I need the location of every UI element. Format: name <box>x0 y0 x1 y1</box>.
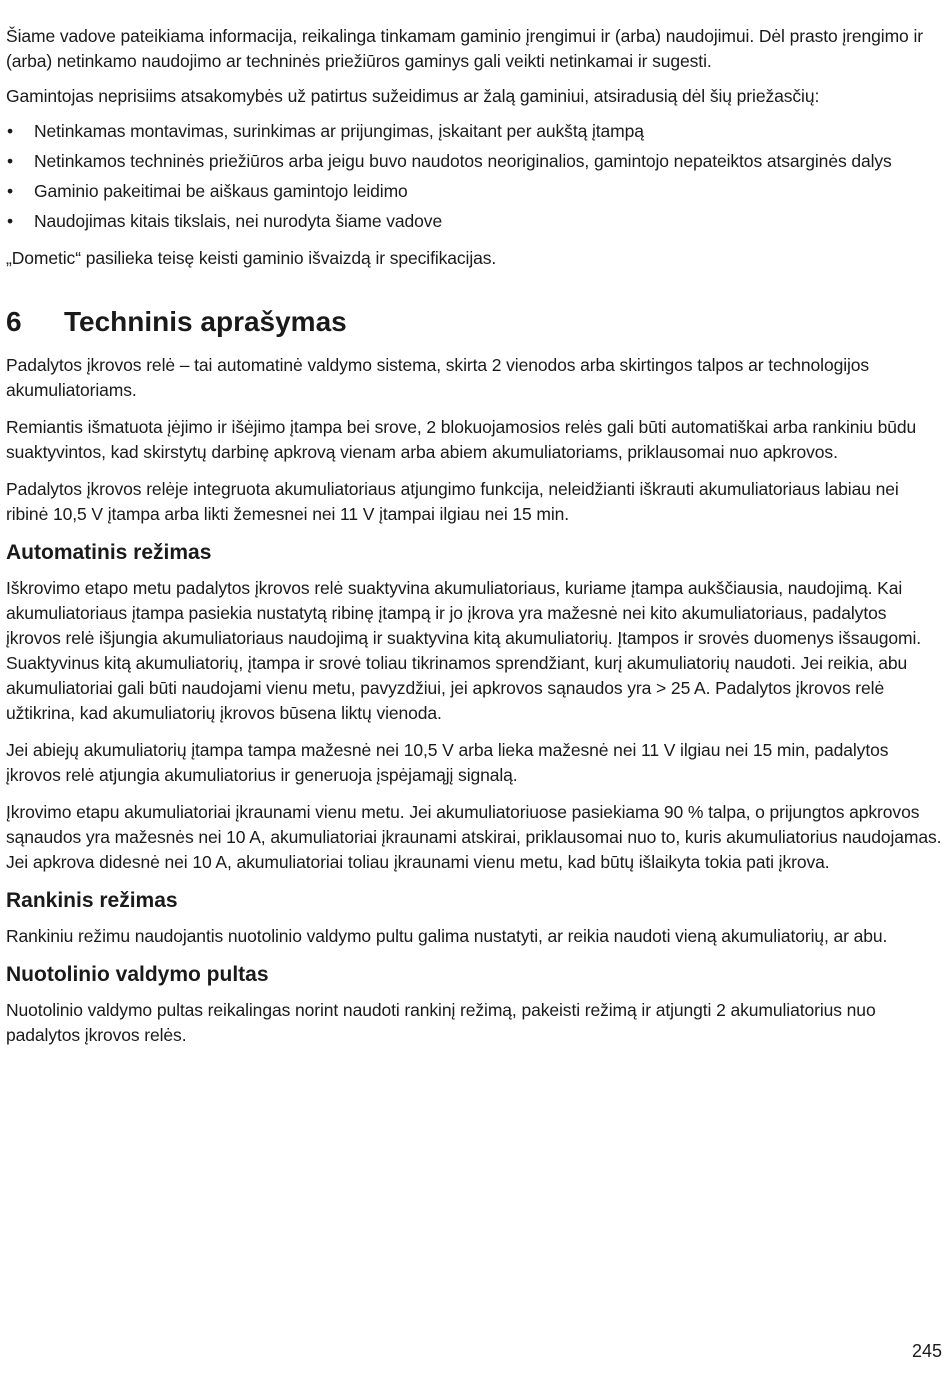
manual-mode-paragraph: Rankiniu režimu naudojantis nuotolinio valdymo pultu galima nustatyti, ar reikia naudoti vieną akumuliatorių, ar abu. <box>6 926 888 946</box>
remote-paragraph: Nuotolinio valdymo pultas reikalingas norint naudoti rankinį režimą, pakeisti režimą ir atjungti 2 akumuliatorius nuo padalytos įkrovos relės. <box>6 1000 876 1045</box>
remote-heading: Nuotolinio valdymo pultas <box>6 963 269 986</box>
section-title: Techninis aprašymas <box>64 306 347 337</box>
bullet-icon: • <box>7 211 14 231</box>
auto-mode-paragraph-2: Jei abiejų akumuliatorių įtampa tampa mažesnė nei 10,5 V arba lieka mažesnė nei 11 V ilgiau nei 15 min, padalytos įkrovos relė atjungia akumuliatorius ir generuoja įspėjamąjį signalą. <box>6 740 889 785</box>
auto-mode-heading: Automatinis režimas <box>6 541 212 564</box>
list-item <box>6 149 942 174</box>
auto-mode-paragraph-1: Iškrovimo etapo metu padalytos įkrovos relė suaktyvina akumuliatoriaus, kuriame įtampa aukščiausia, naudojimą. Kai akumuliatoriaus įtampa pasiekia nustatytą ribinę įtampą ir jo įkrova yra mažesnė nei kito akumuliatoriaus, padalytos įkrovos relė išjungia akumuliatoriaus naudojimą ir suaktyvina kitą akumuliatorių. Įtampos ir srovės duomenys išsaugomi. Suaktyvinus kitą akumuliatorių, įtampa ir srovė toliau tikrinamos sprendžiant, kurį akumuliatorių naudoti. Jei reikia, abu akumuliatoriai gali būti naudojami vienu metu, pavyzdžiui, jei apkrovos sąnaudos yra > 25 A. Padalytos įkrovos relė užtikrina, kad akumuliatorių įkrovos būsena liktų vienoda. <box>6 578 922 723</box>
page-number: 245 <box>911 1341 942 1361</box>
intro-paragraph-3: „Dometic“ pasilieka teisę keisti gaminio išvaizdą ir specifikacijas. <box>6 248 497 268</box>
list-item-text: Naudojimas kitais tikslais, nei nurodyta šiame vadove <box>34 211 443 231</box>
auto-mode-paragraph-3: Įkrovimo etapu akumuliatoriai įkraunami vienu metu. Jei akumuliatoriuose pasiekiama 90 % talpa, o prijungtos apkrovos sąnaudos yra mažesnės nei 10 A, akumuliatoriai įkraunami atskirai, priklausomai nuo to, kuris akumuliatorius naudojamas. Jei apkrova didesnė nei 10 A, akumuliatoriai toliau įkraunami vienu metu, kad būtų išlaikyta tokia pati įkrova. <box>6 802 942 872</box>
section-heading <box>6 305 942 339</box>
list-item <box>6 209 942 234</box>
intro-paragraph-1: Šiame vadove pateikiama informacija, reikalinga tinkamam gaminio įrengimui ir (arba) naudojimui. Dėl prasto įrengimo ir (arba) netinkamo naudojimo ar techninės priežiūros gaminys gali veikti netinkamai ir sugesti. <box>6 26 923 71</box>
list-item <box>6 119 942 144</box>
section-paragraph-2: Remiantis išmatuota įėjimo ir išėjimo įtampa bei srove, 2 blokuojamosios relės gali būti automatiškai arba rankiniu būdu suaktyvintos, kad skirstytų darbinę apkrovą vienam arba abiem akumuliatoriams, priklausomai nuo apkrovos. <box>6 417 917 462</box>
bullet-icon: • <box>7 151 14 171</box>
bullet-icon: • <box>7 181 14 201</box>
list-item-text: Netinkamos techninės priežiūros arba jeigu buvo naudotos neoriginalios, gamintojo nepateiktos atsarginės dalys <box>34 151 892 171</box>
list-item-text: Netinkamas montavimas, surinkimas ar prijungimas, įskaitant per aukštą įtampą <box>34 121 644 141</box>
section-number: 6 <box>6 306 22 337</box>
bullet-icon: • <box>7 121 14 141</box>
list-item-text: Gaminio pakeitimai be aiškaus gamintojo leidimo <box>34 181 408 201</box>
section-paragraph-3: Padalytos įkrovos relėje integruota akumuliatoriaus atjungimo funkcija, neleidžianti iškrauti akumuliatoriaus labiau nei ribinė 10,5 V įtampa arba likti žemesnei nei 11 V įtampai ilgiau nei 15 min. <box>6 479 899 524</box>
manual-mode-heading: Rankinis režimas <box>6 889 178 912</box>
intro-paragraph-2: Gamintojas neprisiims atsakomybės už patirtus sužeidimus ar žalą gaminiui, atsiradusią dėl šių priežasčių: <box>6 86 820 106</box>
section-paragraph-1: Padalytos įkrovos relė – tai automatinė valdymo sistema, skirta 2 vienodos arba skirtingos talpos ar technologijos akumuliatoriams. <box>6 355 870 400</box>
liability-list <box>6 119 942 234</box>
document-page <box>6 24 942 1048</box>
list-item <box>6 179 942 204</box>
